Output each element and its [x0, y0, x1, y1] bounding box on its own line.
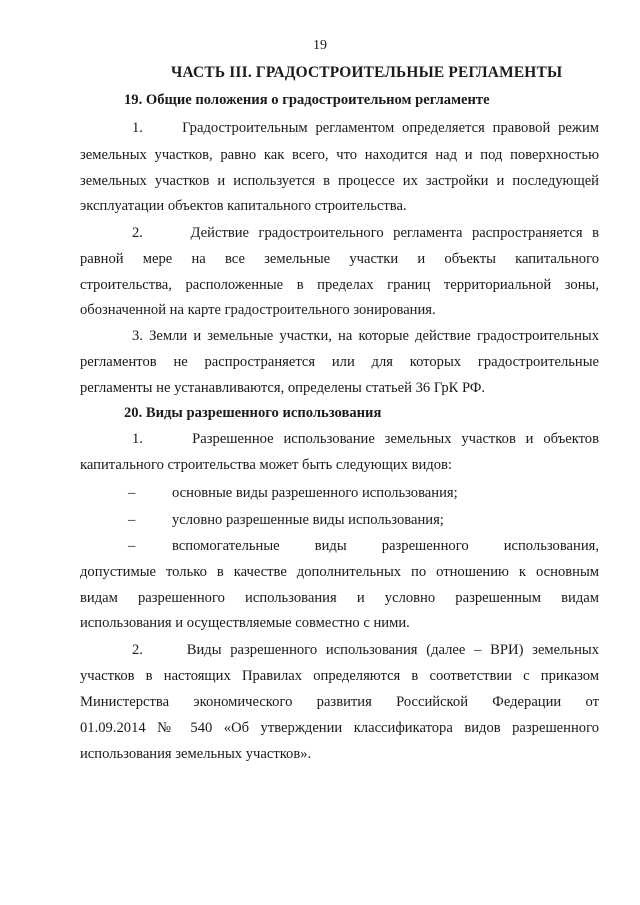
s19-p1-line-2: земельных участков, равно как всего, что находится над и под поверхностью	[80, 147, 599, 163]
part-title: ЧАСТЬ III. ГРАДОСТРОИТЕЛЬНЫЕ РЕГЛАМЕНТЫ	[171, 64, 563, 81]
s20-p2-line-5: использования земельных участков».	[80, 746, 312, 762]
section-19-heading: 19. Общие положения о градостроительном регламенте	[124, 92, 490, 108]
list-item-auxiliary-uses: вспомогательные виды разрешенного использования,	[172, 538, 599, 554]
s20-p2-line-1: 2. Виды разрешенного использования (далее – ВРИ) земельных	[132, 642, 599, 658]
s19-p2-line-3: строительства, расположенные в пределах границ территориальной зоны,	[80, 277, 599, 293]
list-dash-3: –	[128, 538, 136, 554]
s19-p1-line-3: земельных участков и используется в процессе их застройки и последующей	[80, 173, 599, 189]
s19-p2-line-1: 2. Действие градостроительного регламента распространяется в	[132, 225, 599, 241]
s20-item3-line-3: видам разрешенного использования и условно разрешенным видам	[80, 590, 599, 606]
s19-p2-line-4: обозначенной на карте градостроительного зонирования.	[80, 302, 436, 318]
s20-p1-line-2: капитального строительства может быть следующих видов:	[80, 457, 452, 473]
s19-p3-line-3: регламенты не устанавливаются, определены статьей 36 ГрК РФ.	[80, 380, 486, 396]
section-20-heading: 20. Виды разрешенного использования	[124, 405, 382, 421]
s19-p3-line-1: 3. Земли и земельные участки, на которые действие градостроительных	[132, 328, 599, 344]
s20-item3-line-4: использования и осуществляемые совместно с ними.	[80, 615, 410, 631]
list-item-conditional-uses: условно разрешенные виды использования;	[172, 512, 444, 528]
s19-p1-line-4: эксплуатации объектов капитального строительства.	[80, 198, 407, 214]
s20-item3-line-2: допустимые только в качестве дополнительных по отношению к основным	[80, 564, 599, 580]
list-dash-1: –	[128, 485, 136, 501]
list-dash-2: –	[128, 512, 136, 528]
list-item-main-uses: основные виды разрешенного использования;	[172, 485, 458, 501]
page-number: 19	[313, 38, 327, 53]
s19-p1-line-1: 1. Градостроительным регламентом определяется правовой режим	[132, 120, 599, 136]
s20-p1-line-1: 1. Разрешенное использование земельных участков и объектов	[132, 431, 599, 447]
s19-p2-line-2: равной мере на все земельные участки и объекты капитального	[80, 251, 599, 267]
s19-p3-line-2: регламентов не распространяется или для которых градостроительные	[80, 354, 599, 370]
s20-p2-line-2: участков в настоящих Правилах определяются в соответствии с приказом	[80, 668, 599, 684]
s20-p2-line-3: Министерства экономического развития Российской Федерации от	[80, 694, 599, 710]
s20-p2-line-4: 01.09.2014 № 540 «Об утверждении классификатора видов разрешенного	[80, 720, 599, 736]
